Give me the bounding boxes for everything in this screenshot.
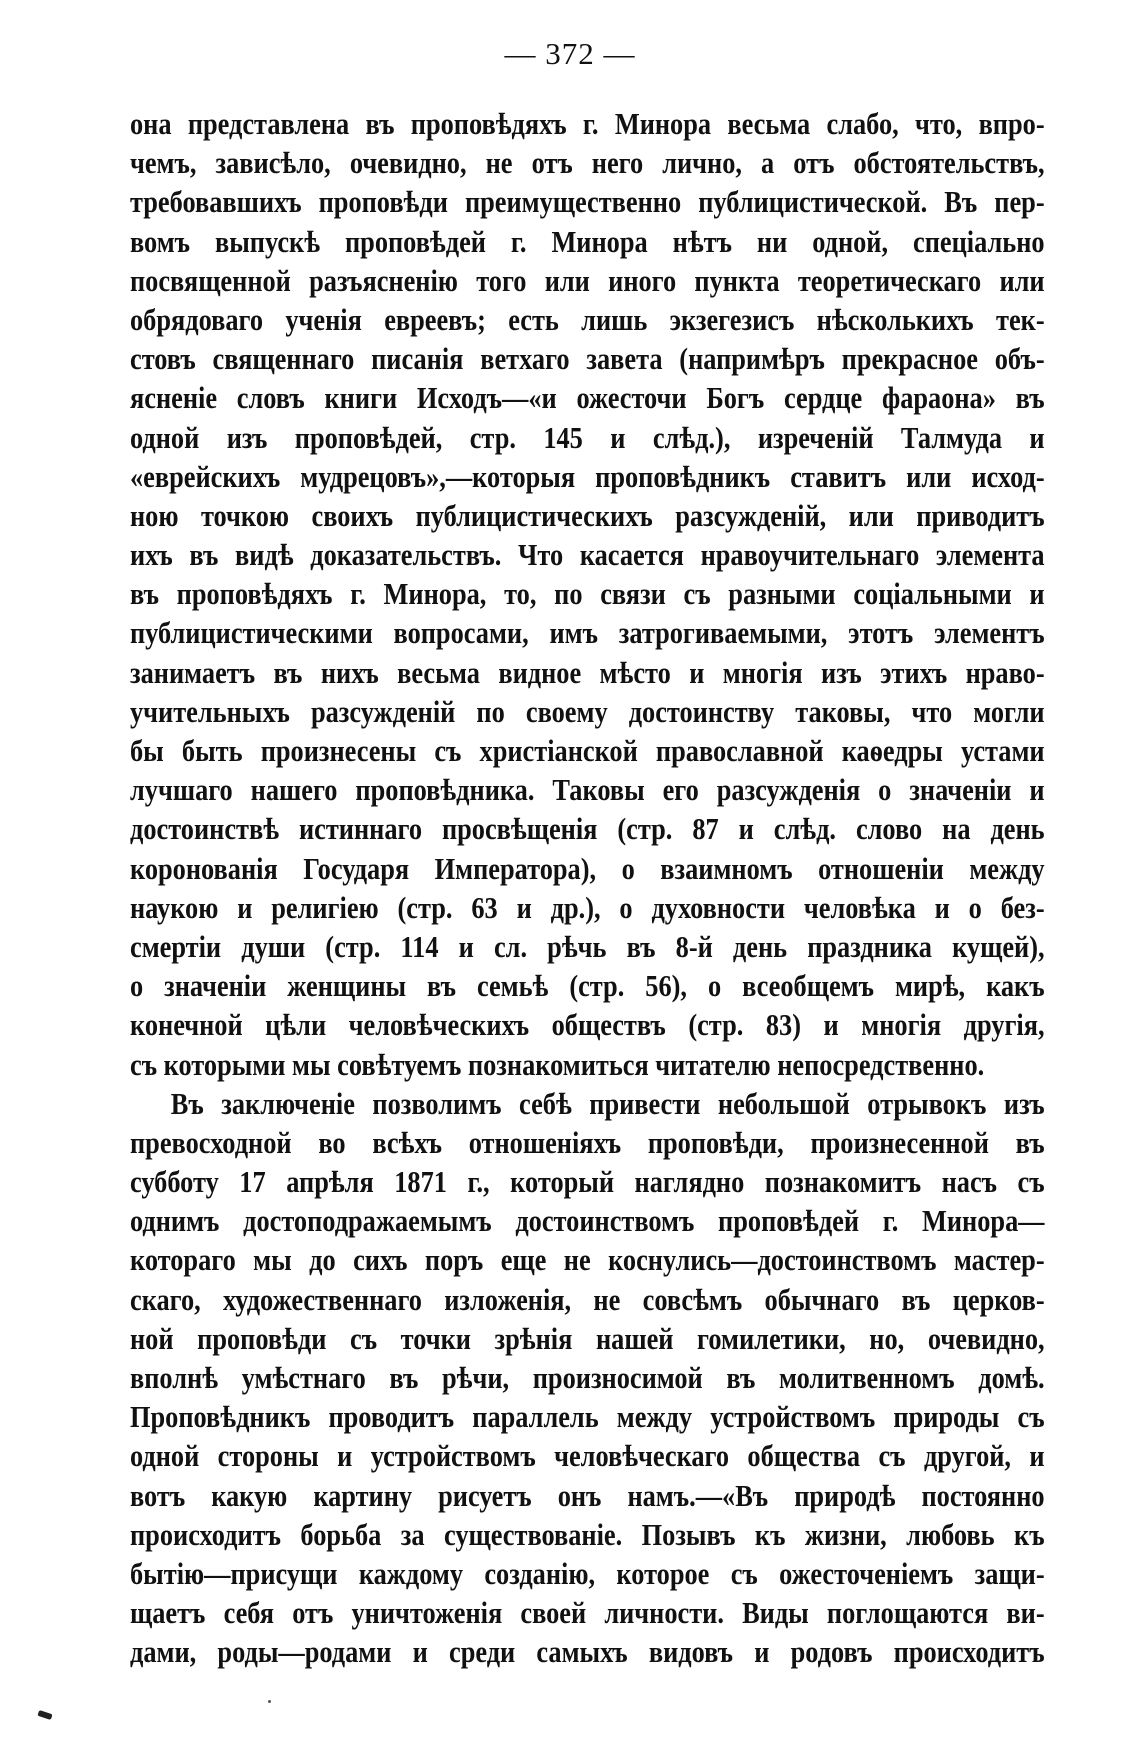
text-line: чемъ, зависѣло, очевидно, не отъ него лично, а отъ обстоятельствъ, — [130, 145, 1045, 181]
text-line: достоинствѣ истиннаго просвѣщенія (стр. 87 и слѣд. слово на день — [130, 811, 1045, 847]
text-line: ной проповѣди съ точки зрѣнія нашей гомилетики, но, очевидно, — [130, 1320, 1045, 1356]
text-line: вполнѣ умѣстнаго въ рѣчи, произносимой въ молитвенномъ домѣ. — [130, 1360, 1045, 1395]
text-line: конечной цѣли человѣческихъ обществъ (стр. 83) и многія другія, — [130, 1007, 1045, 1043]
body-text — [130, 104, 1045, 1672]
paragraph — [130, 104, 1045, 1084]
text-line: субботу 17 апрѣля 1871 г., который наглядно познакомитъ насъ съ — [130, 1164, 1045, 1200]
text-line: учительныхъ разсужденій по своему достоинству таковы, что могли — [130, 693, 1045, 729]
text-line: о значеніи женщины въ семьѣ (стр. 56), о всеобщемъ мирѣ, какъ — [130, 968, 1045, 1004]
text-line: обрядоваго ученія евреевъ; есть лишь экзегезисъ нѣсколькихъ тек- — [130, 301, 1045, 337]
text-line: въ проповѣдяхъ г. Минора, то, по связи съ разными соціальными и — [130, 576, 1045, 612]
text-line: котораго мы до сихъ поръ еще не коснулись—достоинствомъ мастер- — [130, 1242, 1045, 1278]
ink-mark — [37, 1710, 52, 1720]
text-line: Проповѣдникъ проводитъ параллель между устройствомъ природы съ — [130, 1399, 1045, 1435]
text-line: коронованія Государя Императора), о взаимномъ отношеніи между — [130, 850, 1045, 886]
text-line: ясненіе словъ книги Исходъ—«и ожесточи Богъ сердце фараона» въ — [130, 380, 1045, 416]
text-line: требовавшихъ проповѣди преимущественно публицистической. Въ пер- — [130, 184, 1045, 220]
ink-speck — [268, 1700, 271, 1703]
text-line: стовъ священнаго писанія ветхаго завета (напримѣръ прекрасное объ- — [130, 341, 1045, 377]
text-line: лучшаго нашего проповѣдника. Таковы его разсужденія о значеніи и — [130, 772, 1045, 808]
text-line: бытію—присущи каждому созданію, которое съ ожесточеніемъ защи- — [130, 1555, 1045, 1591]
text-line: щаетъ себя отъ уничтоженія своей личности. Виды поглощаются ви- — [130, 1595, 1045, 1631]
text-line: публицистическими вопросами, имъ затрогиваемыми, этотъ элементъ — [130, 615, 1045, 651]
text-line: одной стороны и устройствомъ человѣческаго общества съ другой, и — [130, 1438, 1045, 1474]
text-line: превосходной во всѣхъ отношеніяхъ проповѣди, произнесенной въ — [130, 1124, 1045, 1160]
paragraph — [130, 1084, 1045, 1672]
text-line: она представлена въ проповѣдяхъ г. Минора весьма слабо, что, впро- — [130, 106, 1045, 141]
text-line: посвященной разъясненію того или иного пункта теоретическаго или — [130, 262, 1045, 298]
text-line: Въ заключеніе позволимъ себѣ привести небольшой отрывокъ изъ — [170, 1085, 1045, 1121]
text-line: занимаетъ въ нихъ весьма видное мѣсто и многія изъ этихъ нраво- — [130, 654, 1045, 690]
text-line: ихъ въ видѣ доказательствъ. Что касается нравоучительнаго элемента — [130, 537, 1045, 573]
text-line: скаго, художественнаго изложенія, не совсѣмъ обычнаго въ церков- — [130, 1281, 1045, 1317]
text-line: бы быть произнесены съ христіанской православной каѳедры устами — [130, 733, 1045, 768]
text-line: вомъ выпускѣ проповѣдей г. Минора нѣтъ ни одной, спеціально — [130, 223, 1045, 259]
page-number: — 372 — — [504, 36, 636, 71]
text-line: одной изъ проповѣдей, стр. 145 и слѣд.), изреченій Талмуда и — [130, 419, 1045, 455]
text-line: однимъ достоподражаемымъ достоинствомъ проповѣдей г. Минора— — [130, 1203, 1045, 1239]
text-line: происходитъ борьба за существованіе. Позывъ къ жизни, любовь къ — [130, 1516, 1045, 1552]
text-line: наукою и религіею (стр. 63 и др.), о духовности человѣка и о без- — [130, 889, 1045, 925]
text-line: съ которыми мы совѣтуемъ познакомиться читателю непосредственно. — [130, 1046, 985, 1082]
text-line: смертіи души (стр. 114 и сл. рѣчь въ 8-й день праздника кущей), — [130, 928, 1045, 964]
text-line: вотъ какую картину рисуетъ онъ намъ.—«Въ природѣ постоянно — [130, 1477, 1045, 1513]
text-line: «еврейскихъ мудрецовъ»,—которыя проповѣдникъ ставитъ или исход- — [130, 458, 1045, 494]
text-line: дами, роды—родами и среди самыхъ видовъ и родовъ происходитъ — [130, 1634, 1045, 1670]
text-line: ною точкою своихъ публицистическихъ разсужденій, или приводитъ — [130, 497, 1045, 533]
